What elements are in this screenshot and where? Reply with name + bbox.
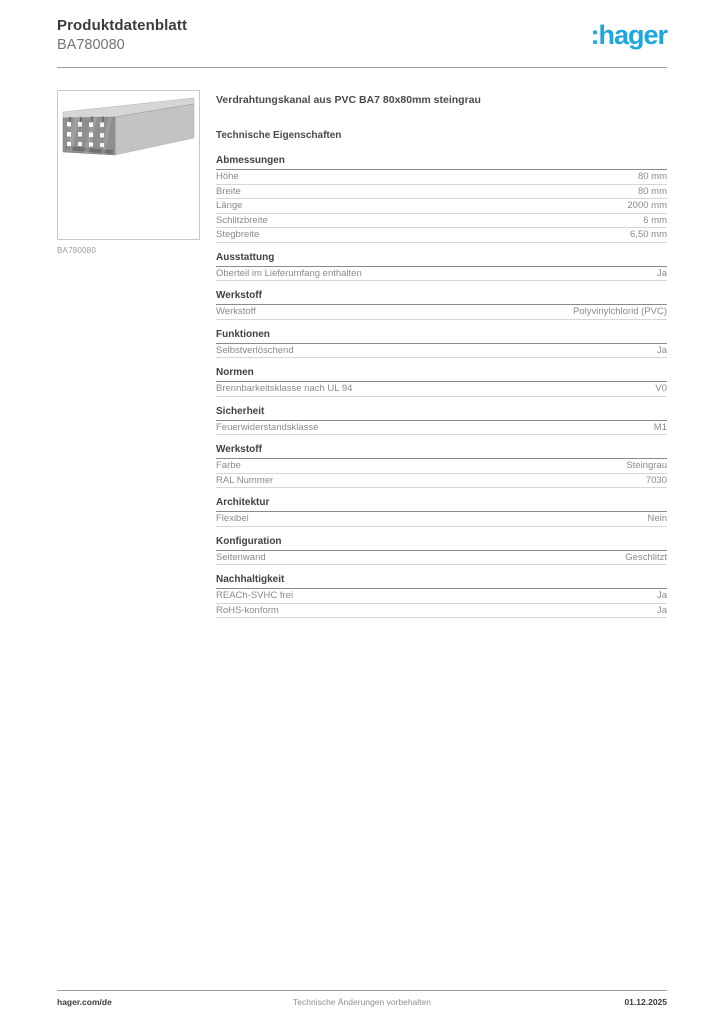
section-heading: Abmessungen bbox=[216, 156, 667, 170]
spec-label: Schlitzbreite bbox=[216, 214, 268, 226]
spec-row bbox=[216, 185, 667, 200]
spec-row bbox=[216, 474, 667, 489]
spec-row bbox=[216, 267, 667, 282]
spec-label: Feuerwiderstandsklasse bbox=[216, 421, 319, 433]
footer-divider bbox=[57, 990, 667, 991]
spec-section bbox=[216, 368, 667, 397]
section-heading: Ausstattung bbox=[216, 253, 667, 267]
section-rows bbox=[216, 267, 667, 282]
spec-label: Werkstoff bbox=[216, 306, 256, 318]
spec-value: Steingrau bbox=[626, 460, 667, 472]
spec-label: Brennbarkeitsklasse nach UL 94 bbox=[216, 383, 353, 395]
section-heading: Nachhaltigkeit bbox=[216, 575, 667, 589]
page-footer bbox=[57, 997, 667, 1011]
spec-row bbox=[216, 199, 667, 214]
page-title: Produktdatenblatt bbox=[57, 17, 188, 34]
spec-row bbox=[216, 421, 667, 436]
spec-sections bbox=[216, 156, 667, 618]
spec-row bbox=[216, 344, 667, 359]
spec-value: 80 mm bbox=[637, 185, 667, 197]
spec-row bbox=[216, 551, 667, 566]
spec-value: 6,50 mm bbox=[630, 229, 667, 241]
section-heading: Sicherheit bbox=[216, 407, 667, 421]
spec-label: Seitenwand bbox=[216, 551, 266, 563]
spec-value: Ja bbox=[656, 590, 667, 602]
section-heading: Werkstoff bbox=[216, 445, 667, 459]
spec-value: Ja bbox=[656, 267, 667, 279]
footer-disclaimer: Technische Änderungen vorbehalten bbox=[293, 997, 431, 1007]
spec-label: Selbstverlöschend bbox=[216, 344, 294, 356]
spec-row bbox=[216, 214, 667, 229]
spec-section bbox=[216, 156, 667, 243]
spec-value: Ja bbox=[656, 604, 667, 616]
spec-row bbox=[216, 305, 667, 320]
spec-section bbox=[216, 537, 667, 566]
spec-section bbox=[216, 407, 667, 436]
spec-value: 7030 bbox=[645, 474, 667, 486]
section-rows bbox=[216, 589, 667, 618]
spec-value: Polyvinylchlorid (PVC) bbox=[573, 306, 667, 318]
spec-row bbox=[216, 604, 667, 619]
spec-label: REACh-SVHC frei bbox=[216, 590, 294, 602]
section-rows bbox=[216, 421, 667, 436]
spec-value: Ja bbox=[656, 344, 667, 356]
section-rows bbox=[216, 459, 667, 488]
spec-label: RAL Nummer bbox=[216, 474, 274, 486]
section-rows bbox=[216, 344, 667, 359]
product-image-column bbox=[57, 90, 200, 628]
spec-row bbox=[216, 382, 667, 397]
product-image bbox=[57, 90, 200, 240]
spec-value: Nein bbox=[647, 513, 667, 525]
spec-value: M1 bbox=[653, 421, 667, 433]
spec-label: Stegbreite bbox=[216, 229, 260, 241]
spec-row bbox=[216, 512, 667, 527]
product-title: Verdrahtungskanal aus PVC BA7 80x80mm steingrau bbox=[216, 94, 481, 106]
spec-value: 80 mm bbox=[637, 171, 667, 183]
section-heading: Werkstoff bbox=[216, 291, 667, 305]
spec-section bbox=[216, 330, 667, 359]
page-header bbox=[57, 17, 667, 55]
spec-label: Farbe bbox=[216, 460, 241, 472]
spec-value: 6 mm bbox=[643, 214, 667, 226]
spec-main bbox=[216, 90, 667, 628]
header-divider bbox=[57, 67, 667, 68]
spec-section bbox=[216, 253, 667, 282]
trunking-illustration bbox=[58, 91, 199, 239]
product-reference: BA780080 bbox=[57, 36, 125, 53]
section-rows bbox=[216, 551, 667, 566]
section-heading: Architektur bbox=[216, 498, 667, 512]
spec-section bbox=[216, 291, 667, 320]
spec-label: Flexibel bbox=[216, 513, 249, 525]
spec-label: Länge bbox=[216, 200, 243, 212]
footer-date: 01.12.2025 bbox=[624, 997, 667, 1007]
section-rows bbox=[216, 170, 667, 243]
spec-row bbox=[216, 589, 667, 604]
spec-section bbox=[216, 445, 667, 488]
section-heading: Funktionen bbox=[216, 330, 667, 344]
footer-website-link[interactable]: hager.com/de bbox=[57, 997, 112, 1007]
spec-label: RoHS-konform bbox=[216, 604, 279, 616]
spec-value: V0 bbox=[655, 383, 667, 395]
spec-section bbox=[216, 498, 667, 527]
spec-row bbox=[216, 459, 667, 474]
spec-label: Höhe bbox=[216, 171, 239, 183]
section-heading: Konfiguration bbox=[216, 537, 667, 551]
spec-label: Oberteil im Lieferumfang enthalten bbox=[216, 267, 362, 279]
section-heading: Normen bbox=[216, 368, 667, 382]
product-image-caption: BA780080 bbox=[57, 246, 96, 255]
content-area bbox=[57, 90, 667, 628]
section-rows bbox=[216, 305, 667, 320]
technical-properties-heading: Technische Eigenschaften bbox=[216, 130, 342, 141]
spec-row bbox=[216, 170, 667, 185]
spec-value: Geschlitzt bbox=[625, 551, 667, 563]
spec-row bbox=[216, 228, 667, 243]
spec-label: Breite bbox=[216, 185, 241, 197]
spec-section bbox=[216, 575, 667, 618]
section-rows bbox=[216, 382, 667, 397]
hager-logo: :hager bbox=[590, 20, 667, 50]
spec-value: 2000 mm bbox=[627, 200, 667, 212]
section-rows bbox=[216, 512, 667, 527]
